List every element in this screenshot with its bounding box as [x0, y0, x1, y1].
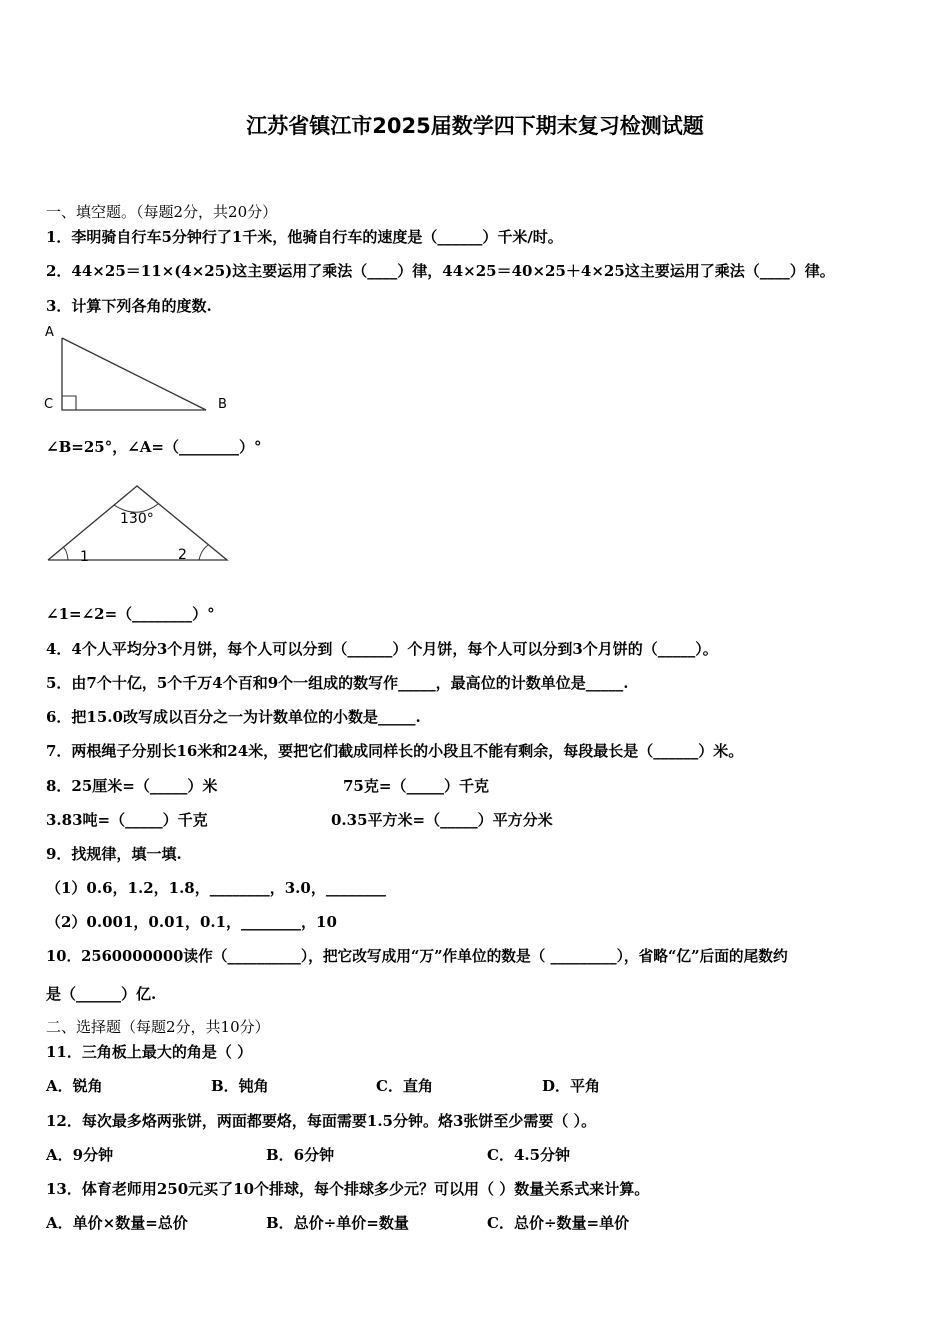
question-3: 3．计算下列各角的度数.	[46, 297, 212, 315]
right-angle-mark	[62, 396, 76, 410]
question-13: 13．体育老师用250元买了10个排球，每个排球多少元？可以用（ ）数量关系式来计算。	[46, 1180, 650, 1198]
q12-option-a: A．9分钟	[46, 1146, 114, 1164]
q13-option-c: C．总价÷数量=单价	[487, 1214, 630, 1232]
q12-option-c: C．4.5分钟	[487, 1146, 571, 1164]
q11-option-d: D．平角	[542, 1077, 601, 1095]
vertex-label-b: B	[218, 397, 227, 412]
question-8c: 3.83吨=（_____）千克	[46, 811, 208, 829]
question-5: 5．由7个十亿，5个千万4个百和9个一组成的数写作_____，最高位的计数单位是_____.	[46, 674, 629, 692]
question-12: 12．每次最多烙两张饼，两面都要烙，每面需要1.5分钟。烙3张饼至少需要（ ）。	[46, 1112, 597, 1130]
question-3-part-1: ∠B=25°，∠A=（________）°	[46, 438, 262, 456]
q11-option-c: C．直角	[376, 1077, 433, 1095]
angle-arc-1	[63, 547, 68, 560]
angle-label-1: 1	[80, 549, 89, 565]
q11-option-b: B．钝角	[211, 1077, 269, 1095]
angle-label-130: 130°	[120, 511, 154, 527]
question-6: 6．把15.0改写成以百分之一为计数单位的小数是_____.	[46, 708, 421, 726]
question-10-line2: 是（______）亿.	[46, 985, 157, 1003]
page-title: 江苏省镇江市2025届数学四下期末复习检测试题	[246, 114, 704, 138]
question-9: 9．找规律，填一填.	[46, 845, 182, 863]
angle-label-2: 2	[178, 547, 187, 563]
angle-arc-2	[199, 545, 208, 560]
obtuse-triangle-figure	[40, 480, 240, 570]
section2-heading: 二、选择题（每题2分，共10分）	[46, 1018, 270, 1036]
question-11: 11．三角板上最大的角是（ ）	[46, 1043, 253, 1061]
question-8a: 8．25厘米=（_____）米	[46, 777, 218, 795]
question-10-line1: 10．2560000000读作（__________），把它改写成用“万”作单位的数是（ _________），省略“亿”后面的尾数约	[46, 948, 788, 965]
question-9-2: （2）0.001，0.01，0.1，________，10	[46, 913, 337, 931]
vertex-label-a: A	[45, 325, 54, 340]
question-1: 1．李明骑自行车5分钟行了1千米，他骑自行车的速度是（______）千米/时。	[46, 228, 563, 246]
question-8d: 0.35平方米=（_____）平方分米	[331, 811, 553, 829]
right-triangle-figure	[40, 320, 240, 420]
vertex-label-c: C	[44, 397, 54, 412]
section1-heading: 一、填空题。（每题2分，共20分）	[46, 203, 278, 221]
q13-option-b: B．总价÷单价=数量	[266, 1214, 409, 1232]
question-7: 7．两根绳子分别长16米和24米，要把它们截成同样长的小段且不能有剩余，每段最长是（______）米。	[46, 742, 744, 760]
question-4: 4．4个人平均分3个月饼，每个人可以分到（______）个月饼，每个人可以分到3个月饼的（_____）。	[46, 640, 718, 658]
q12-option-b: B．6分钟	[266, 1146, 335, 1164]
q13-option-a: A．单价×数量=总价	[46, 1214, 188, 1232]
q11-option-a: A．锐角	[46, 1077, 103, 1095]
question-3-part-2: ∠1=∠2=（________）°	[46, 605, 215, 623]
question-2: 2．44×25＝11×(4×25)这主要运用了乘法（____）律，44×25＝40×25＋4×25这主要运用了乘法（____）律。	[46, 262, 835, 280]
question-9-1: （1）0.6，1.2，1.8，________，3.0，________	[46, 879, 386, 897]
triangle-abc	[62, 338, 206, 410]
question-8b: 75克=（_____）千克	[343, 777, 489, 795]
